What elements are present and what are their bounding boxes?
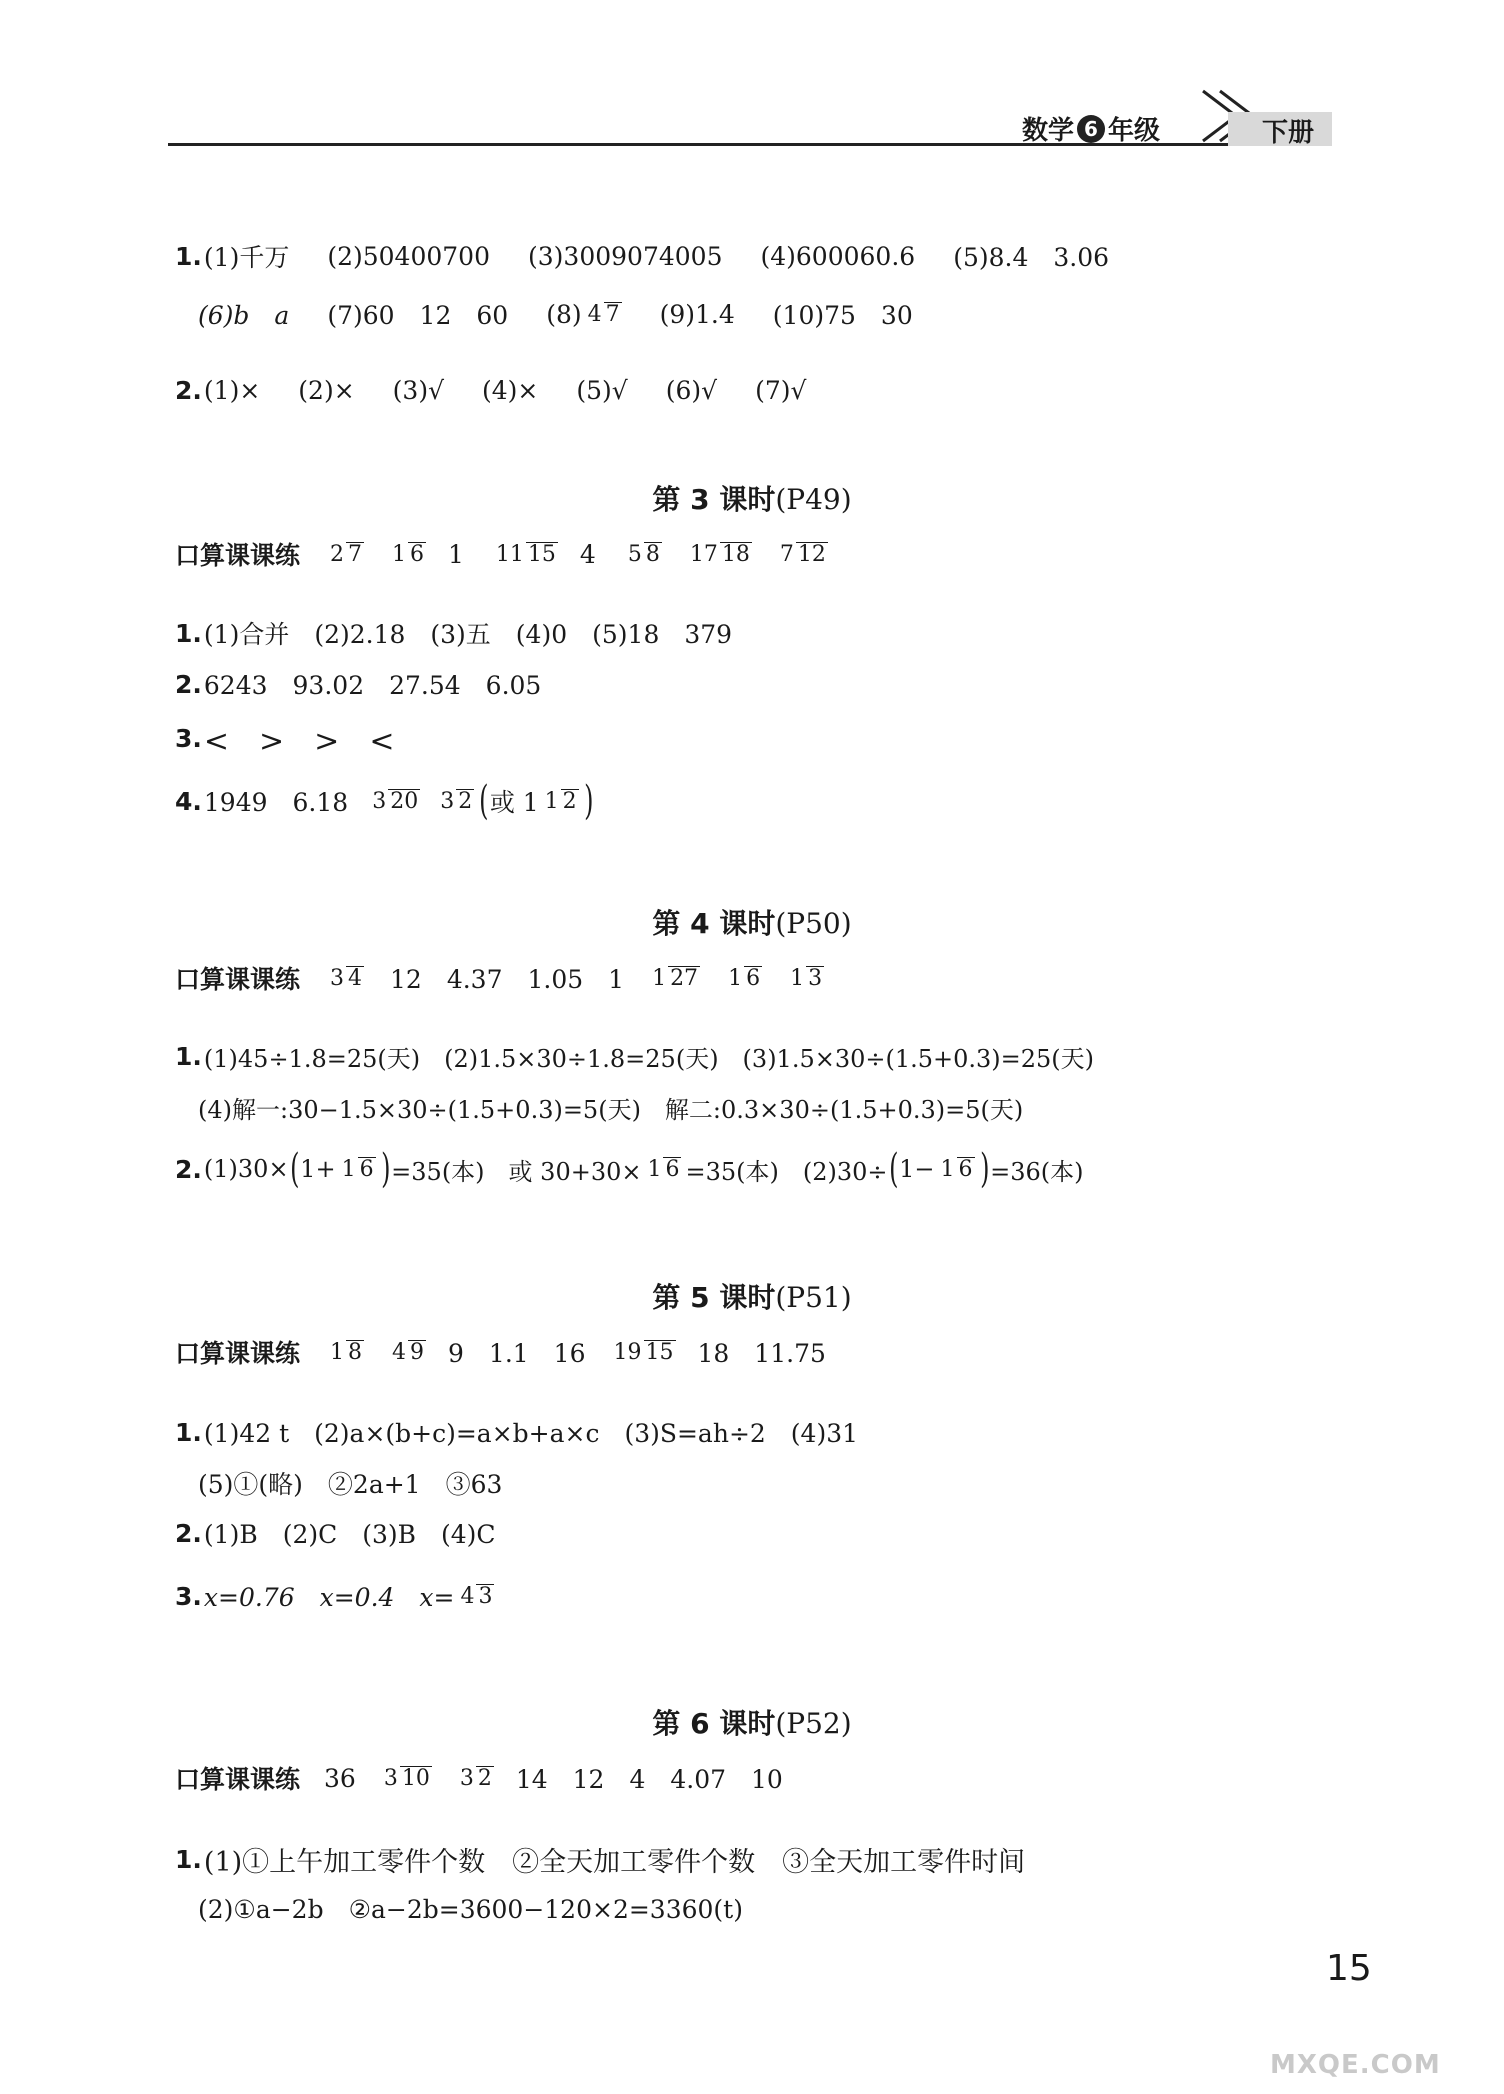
fraction: 2 7 — [330, 541, 363, 567]
grade-label: 年级 — [1108, 116, 1161, 146]
judgment: (4)× — [482, 376, 539, 405]
answer-line — [175, 615, 732, 651]
volume-label: 下册 — [1262, 118, 1315, 148]
item-number: 1. — [175, 618, 202, 648]
page-number: 15 — [1326, 1948, 1372, 1989]
fraction: 17 18 — [689, 541, 750, 567]
item-number: 1. — [175, 1845, 202, 1874]
answer: (1)30× — [203, 1155, 289, 1183]
fraction: 19 15 — [613, 1339, 674, 1365]
fraction: 1 6 — [647, 1156, 680, 1182]
answer: (7)60 12 60 — [327, 301, 509, 330]
answer: 1− — [899, 1155, 935, 1183]
answer: (6)b a — [198, 301, 290, 330]
judgment: (6)√ — [665, 376, 718, 405]
judgment: (3)√ — [392, 376, 444, 405]
answer: (2)①a−2b ②a−2b=3600−120×2=3360(t) — [198, 1895, 743, 1924]
answer: (1)45÷1.8=25(天) (2)1.5×30÷1.8=25(天) (3)1.5×30÷(1.5+0.3)=25(天) — [203, 1045, 1095, 1073]
answer-line — [198, 1465, 502, 1501]
fraction: 1 8 — [330, 1339, 363, 1365]
item-number: 2. — [175, 1154, 202, 1184]
fraction: 3 10 — [383, 1765, 430, 1791]
oral-line — [175, 1334, 826, 1370]
answer-line — [175, 716, 394, 760]
answer: (1)42 t (2)a×(b+c)=a×b+a×c (3)S=ah÷2 (4)31 — [203, 1419, 859, 1448]
oral-label: 口算课课练 — [175, 541, 301, 570]
value: 1 — [448, 539, 464, 569]
answer-line — [175, 1578, 498, 1614]
answer: =35(本) 或 30+30× — [391, 1157, 642, 1186]
right-paren: ) — [583, 778, 594, 824]
judgment: (7)√ — [755, 376, 807, 405]
oral-line — [175, 1760, 783, 1796]
answer: (2)50400700 — [327, 241, 490, 271]
value: 12 4.37 1.05 1 — [390, 965, 625, 994]
fraction: 5 8 — [627, 541, 660, 567]
fraction: 3 4 — [330, 965, 363, 991]
fraction: 7 12 — [779, 541, 826, 567]
fraction: 1 6 — [392, 541, 425, 567]
item-number: 4. — [175, 786, 202, 816]
right-paren: ) — [979, 1146, 990, 1192]
answer: (1)B (2)C (3)B (4)C — [203, 1520, 496, 1549]
value: 36 — [324, 1763, 356, 1793]
answer: (5)8.4 3.06 — [953, 243, 1110, 272]
answer: (1)合并 (2)2.18 (3)五 (4)0 (5)18 379 — [203, 620, 733, 649]
fraction: 3 2 — [440, 788, 473, 814]
watermark: MXQE.COM — [1270, 2050, 1441, 2080]
answer: (8) — [546, 299, 582, 329]
answer: (5)①(略) ②2a+1 ③63 — [198, 1470, 503, 1499]
item-number: 2. — [175, 376, 202, 405]
grade-badge: 6 — [1077, 115, 1105, 143]
answer: x=0.76 x=0.4 x= — [203, 1583, 455, 1612]
fraction: 4 9 — [392, 1339, 425, 1365]
right-paren: ) — [380, 1146, 391, 1192]
answer: (9)1.4 — [659, 299, 735, 329]
oral-label: 口算课课练 — [175, 965, 301, 994]
top-line-3 — [175, 376, 806, 405]
fraction: 3 20 — [372, 788, 419, 814]
answer-line — [175, 1039, 1094, 1074]
section-title: 第 3 课时(P49) — [652, 483, 852, 516]
answer: 或 1 — [489, 788, 539, 817]
answer: 6243 93.02 27.54 6.05 — [203, 671, 542, 700]
left-paren: ( — [479, 778, 489, 824]
answer: (1)①上午加工零件个数 ②全天加工零件个数 ③全天加工零件时间 — [203, 1847, 1026, 1878]
fraction: 1 6 — [341, 1156, 374, 1182]
answer: (10)75 30 — [772, 301, 913, 330]
value: 4 — [579, 539, 596, 569]
answer-line — [175, 666, 541, 702]
fraction: 1 6 — [728, 965, 761, 991]
answer: =36(本) — [990, 1157, 1084, 1186]
oral-line — [175, 536, 832, 572]
oral-label: 口算课课练 — [175, 1339, 301, 1368]
left-paren: ( — [289, 1146, 300, 1192]
answer-line — [198, 1890, 743, 1926]
top-line-2 — [198, 296, 913, 332]
item-number: 2. — [175, 1518, 202, 1548]
fraction: 4 7 — [587, 301, 620, 327]
value: 9 1.1 16 — [448, 1339, 586, 1368]
subject-label: 数学 — [1022, 116, 1075, 146]
answer-line — [198, 1090, 1023, 1125]
fraction: 1 2 — [544, 788, 577, 814]
fraction: 11 15 — [495, 541, 556, 567]
answer: 1949 6.18 — [203, 788, 349, 817]
item-number: 2. — [175, 669, 202, 699]
answer-line — [175, 1146, 1084, 1192]
judgment: (5)√ — [576, 376, 628, 405]
item-number: 1. — [175, 1417, 202, 1447]
answer-line — [175, 778, 594, 824]
oral-label: 口算课课练 — [175, 1765, 301, 1794]
section-title: 第 4 课时(P50) — [652, 907, 852, 940]
answer: < > > < — [203, 724, 395, 759]
fraction: 1 27 — [652, 965, 699, 991]
judgment: (1)× — [203, 376, 261, 405]
answer-line — [175, 1840, 1025, 1879]
answer-line — [175, 1515, 496, 1551]
fraction: 4 3 — [460, 1583, 493, 1609]
item-number: 1. — [175, 1042, 202, 1071]
answer: (1)千万 — [203, 243, 290, 272]
header-subject — [1022, 110, 1160, 147]
top-line-1 — [175, 238, 1109, 274]
answer-line — [175, 1414, 858, 1450]
answer: (4)600060.6 — [760, 241, 916, 271]
judgment: (2)× — [298, 376, 355, 405]
item-number: 3. — [175, 723, 202, 753]
section-title: 第 5 课时(P51) — [652, 1281, 852, 1314]
value: 18 11.75 — [697, 1339, 826, 1368]
oral-line — [175, 960, 828, 996]
value: 14 12 4 4.07 10 — [515, 1765, 783, 1794]
answer: 1+ — [300, 1155, 336, 1183]
item-number: 3. — [175, 1581, 202, 1611]
answer: (3)3009074005 — [528, 241, 723, 271]
section-title: 第 6 课时(P52) — [652, 1707, 852, 1740]
fraction: 3 2 — [459, 1765, 492, 1791]
answer: =35(本) (2)30÷ — [685, 1157, 888, 1186]
item-number: 1. — [175, 241, 202, 271]
answer: (4)解一:30−1.5×30÷(1.5+0.3)=5(天) 解二:0.3×30÷(1.5+0.3)=5(天) — [198, 1096, 1024, 1124]
left-paren: ( — [888, 1146, 899, 1192]
fraction: 1 6 — [940, 1156, 973, 1182]
fraction: 1 3 — [790, 965, 823, 991]
